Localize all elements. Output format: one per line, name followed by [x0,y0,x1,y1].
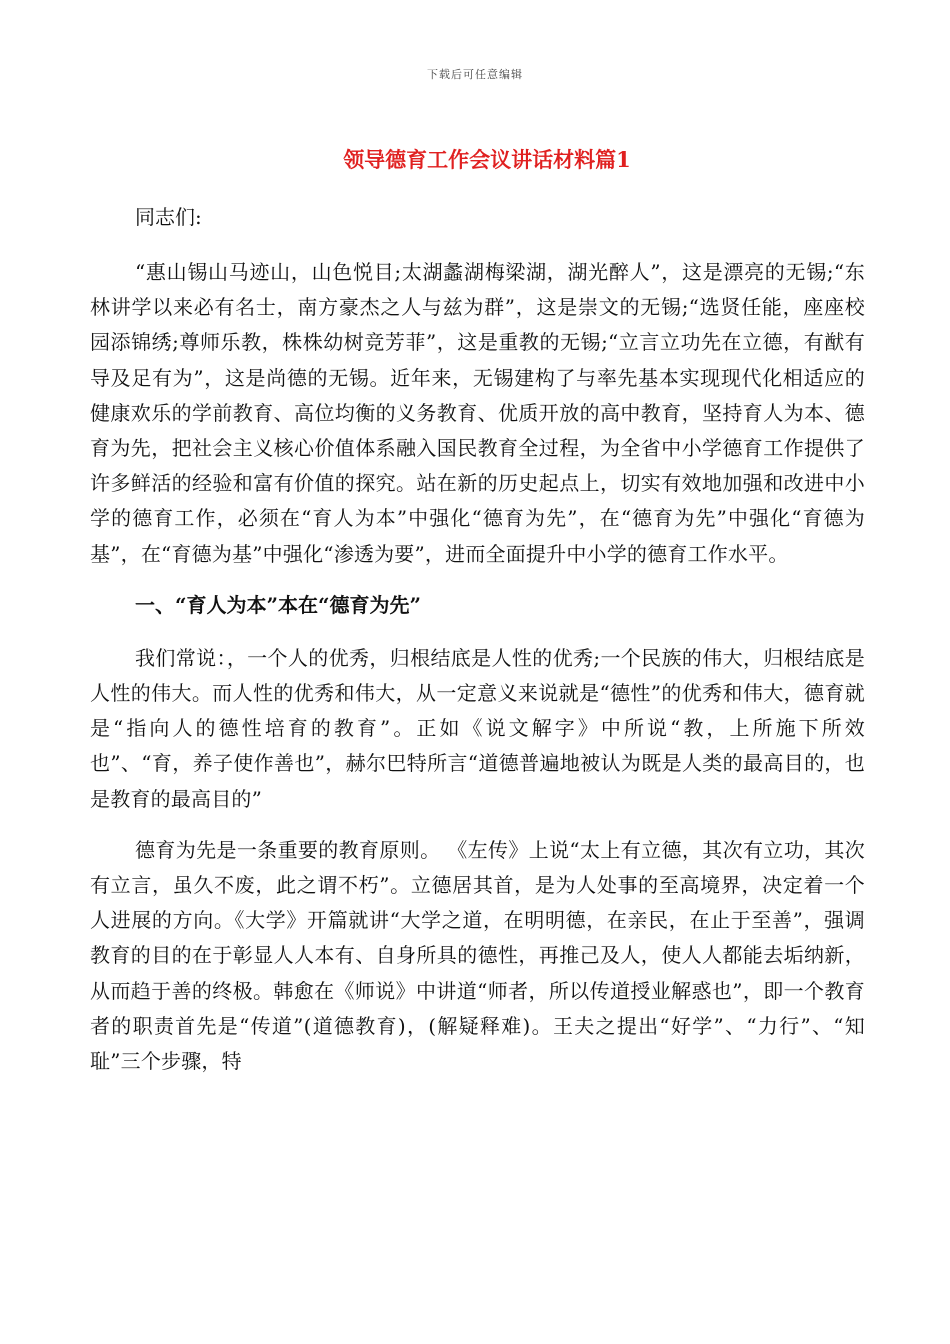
salutation: 同志们: [135,205,202,229]
document-title: 领导德育工作会议讲话材料篇1 [343,147,631,172]
header-note: 下载后可任意编辑 [427,68,523,81]
section-paragraph-2: 德育为先是一条重要的教育原则。 《左传》上说“太上有立德，其次有立功，其次有立言，虽久不废，此之谓不朽”。立德居其首，是为人处事的至高境界，决定着一个人进展的方向。《大学》开篇就讲“大学之道，在明明德，在亲民，在止于至善”，强调教育的目的在于彰显人人本有、自身所具的德性，再推己及人，使人人都能去垢纳新，从而趋于善的终极。韩愈在《师说》中讲道“师者，所以传道授业解惑也”，即一个教育者的职责首先是“传道”(道德教育)，(解疑释难)。王夫之提出“好学”、“力行”、“知耻”三个步骤，特 [90,837,865,1074]
section-paragraph-1: 我们常说：，一个人的优秀，归根结底是人性的优秀;一个民族的伟大，归根结底是人性的伟大。而人性的优秀和伟大，从一定意义来说就是“德性”的优秀和伟大，德育就是“指向人的德性培育的教育”。正如《说文解字》中所说“教，上所施下所效也”、“育，养子使作善也”，赫尔巴特所言“道德普遍地被认为既是人类的最高目的，也是教育的最高目的” [90,645,865,811]
intro-paragraph: “惠山锡山马迹山，山色悦目;太湖蠡湖梅梁湖，湖光醉人”，这是漂亮的无锡;“东林讲学以来必有名士，南方豪杰之人与兹为群”，这是崇文的无锡;“选贤任能，座座校园添锦绣;尊师乐教，株株幼树竞芳菲”，这是重教的无锡;“立言立功先在立德，有猷有导及足有为”，这是尚德的无锡。近年来，无锡建构了与率先基本实现现代化相适应的健康欢乐的学前教育、高位均衡的义务教育、优质开放的高中教育，坚持育人为本、德育为先，把社会主义核心价值体系融入国民教育全过程，为全省中小学德育工作提供了许多鲜活的经验和富有价值的探究。站在新的历史起点上，切实有效地加强和改进中小学的德育工作，必须在“育人为本”中强化“德育为先”，在“德育为先”中强化“育德为基”，在“育德为基”中强化“渗透为要”，进而全面提升中小学的德育工作水平。 [90,260,865,566]
document-body [90,200,865,1095]
section-heading: 一、“育人为本”本在“德育为先” [135,592,422,617]
